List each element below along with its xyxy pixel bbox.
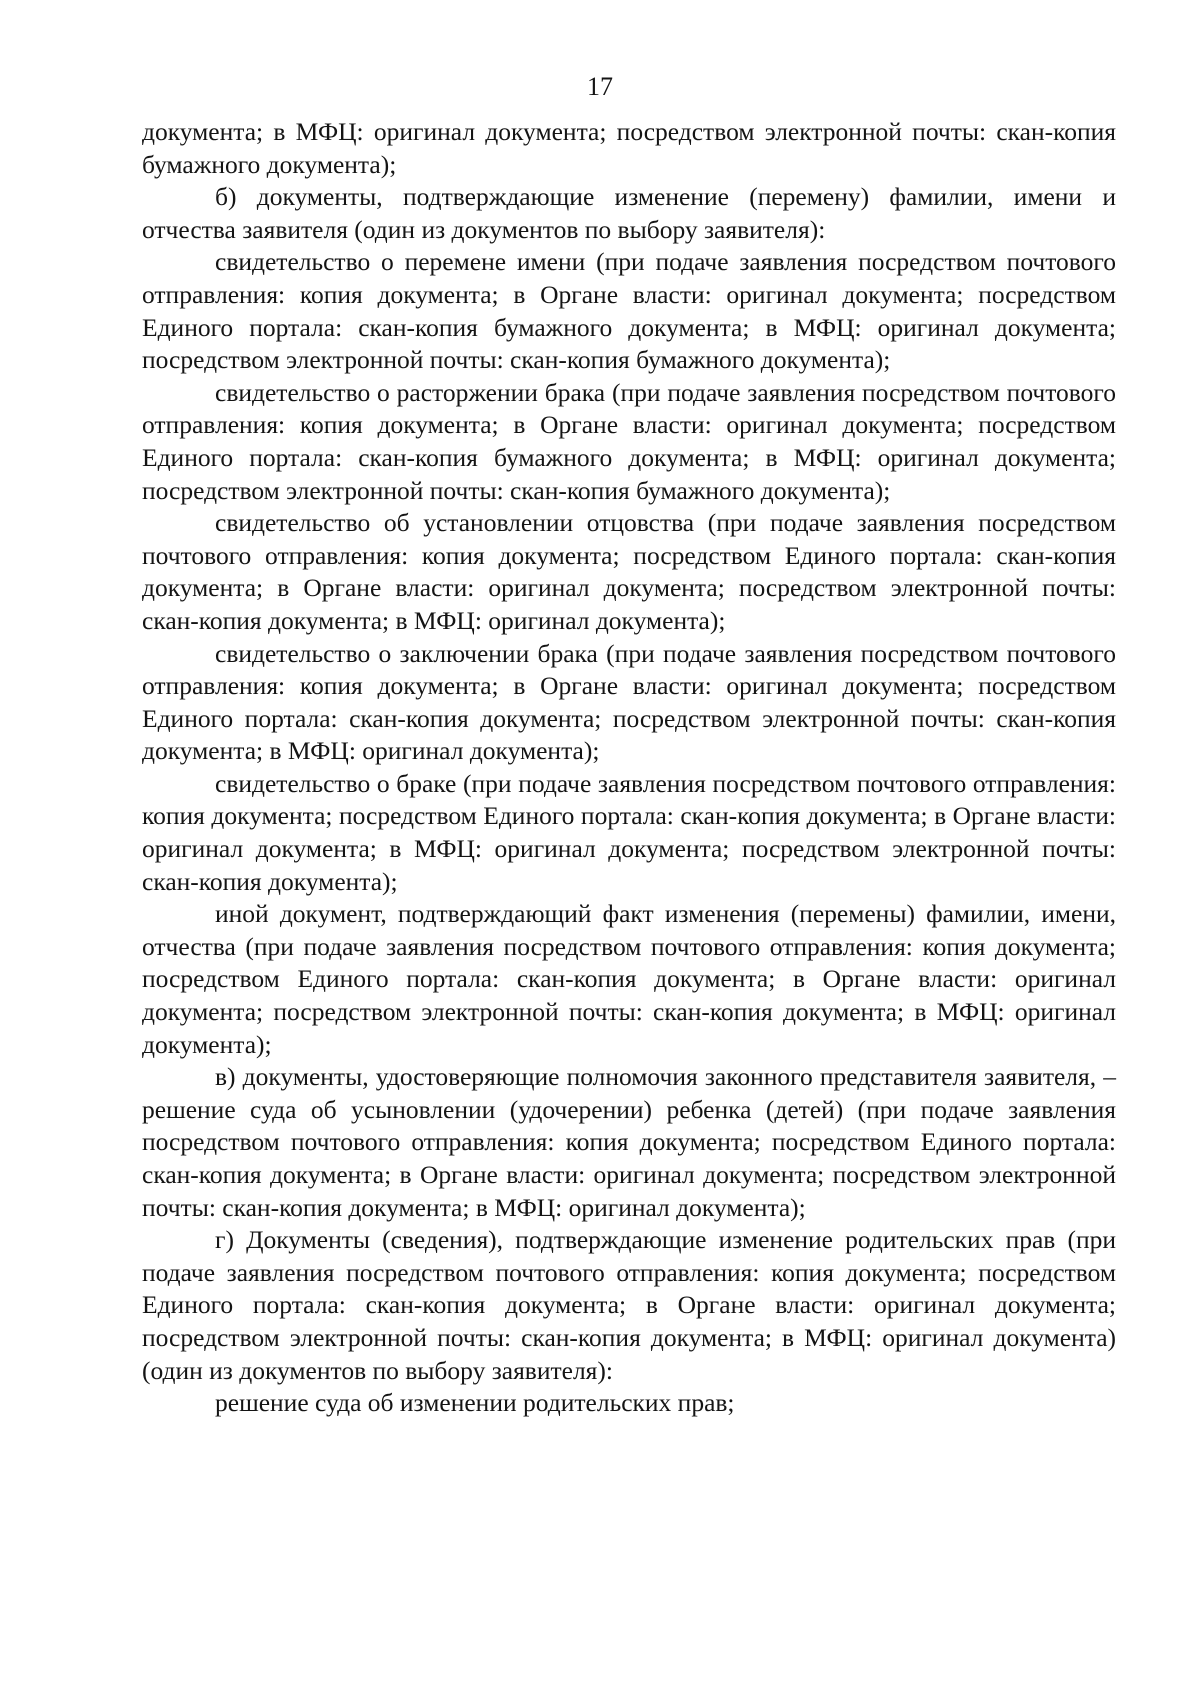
page-number: 17	[587, 72, 613, 101]
paragraph-court-decision: решение суда об изменении родительских прав;	[215, 1388, 735, 1418]
paragraph-continuation: документа; в МФЦ: оригинал документа; посредством электронной почты: скан-копия бумажного документа);	[142, 117, 1116, 179]
paragraph-v-legal-representative: в) документы, удостоверяющие полномочия законного представителя заявителя, – решение суда об усыновлении (удочерении) ребенка (детей) (при подаче заявления посредством почтового отправления: копия документа; посредством Единого портала: скан-копия документа; в Органе власти: оригинал документа; посредством электронной почты: скан-копия документа; в МФЦ: оригинал документа);	[142, 1062, 1116, 1222]
paragraph-name-change-certificate: свидетельство о перемене имени (при подаче заявления посредством почтового отправления: копия документа; в Органе власти: оригинал документа; посредством Единого портала: скан-копия бумажного документа; в МФЦ: оригинал документа; посредством электронной почты: скан-копия бумажного документа);	[142, 247, 1116, 375]
paragraph-b-name-change-documents: б) документы, подтверждающие изменение (перемену) фамилии, имени и отчества заявителя (один из документов по выбору заявителя):	[142, 182, 1116, 244]
paragraph-marriage-registration-certificate: свидетельство о заключении брака (при подаче заявления посредством почтового отправления: копия документа; в Органе власти: оригинал документа; посредством Единого портала: скан-копия документа; посредством электронной почты: скан-копия документа; в МФЦ: оригинал документа);	[142, 638, 1116, 766]
paragraph-marriage-certificate: свидетельство о браке (при подаче заявления посредством почтового отправления: копия документа; посредством Единого портала: скан-копия документа; в Органе власти: оригинал документа; в МФЦ: оригинал документа; посредством электронной почты: скан-копия документа);	[142, 768, 1116, 896]
paragraph-divorce-certificate: свидетельство о расторжении брака (при подаче заявления посредством почтового отправления: копия документа; в Органе власти: оригинал документа; посредством Единого портала: скан-копия бумажного документа; в МФЦ: оригинал документа; посредством электронной почты: скан-копия бумажного документа);	[142, 377, 1116, 505]
paragraph-other-document: иной документ, подтверждающий факт изменения (перемены) фамилии, имени, отчества (при подаче заявления посредством почтового отправления: копия документа; посредством Единого портала: скан-копия документа; в Органе власти: оригинал документа; посредством электронной почты: скан-копия документа; в МФЦ: оригинал документа);	[142, 899, 1116, 1059]
document-body	[142, 116, 1116, 1420]
paragraph-paternity-certificate: свидетельство об установлении отцовства (при подаче заявления посредством почтового отправления: копия документа; посредством Единого портала: скан-копия документа; в Органе власти: оригинал документа; посредством электронной почты: скан-копия документа; в МФЦ: оригинал документа);	[142, 508, 1116, 635]
paragraph-g-parental-rights: г) Документы (сведения), подтверждающие изменение родительских прав (при подаче заявления посредством почтового отправления: копия документа; посредством Единого портала: скан-копия документа; в Органе власти: оригинал документа; посредством электронной почты: скан-копия документа; в МФЦ: оригинал документа) (один из документов по выбору заявителя):	[142, 1225, 1116, 1385]
